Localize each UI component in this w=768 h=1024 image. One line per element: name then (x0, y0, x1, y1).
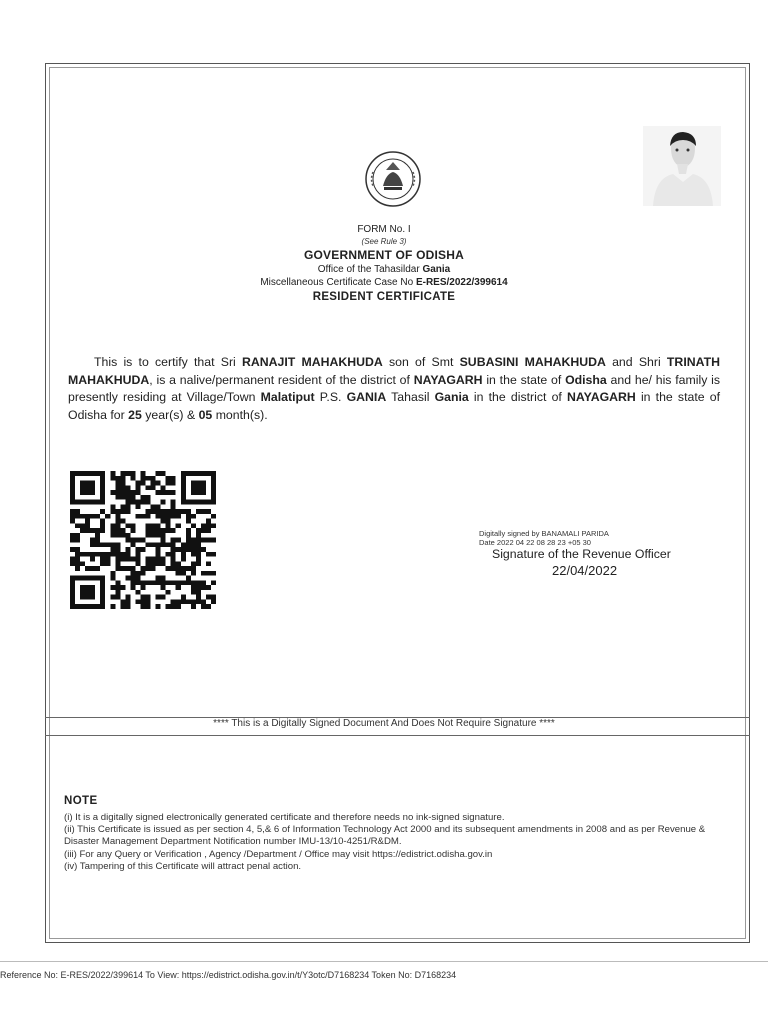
years-value: 25 (128, 407, 142, 422)
father-name: TRINATH MAHAKHUDA (68, 355, 720, 387)
form-number: FORM No. I (357, 224, 411, 235)
notes-list (64, 812, 714, 873)
footer-rule (0, 961, 768, 962)
note-item: (ii) This Certificate is issued as per section 4, 5,& 6 of Information Technology Act 2000 and its subsequent amendments in 2008 and as per Revenue & Disaster Management Department Notification number IMU-13/10-4251/R&DM. (64, 824, 706, 848)
resident-name: RANAJIT MAHAKHUDA (242, 355, 383, 369)
months-value: 05 (198, 407, 213, 422)
odisha-emblem-icon (364, 150, 422, 208)
note-item: (iii) For any Query or Verification , Agency /Department / Office may visit https://edistrict.odisha.gov.in (64, 848, 493, 860)
district-name: NAYAGARH (413, 372, 483, 387)
village-name: Malatiput (260, 390, 315, 404)
case-number: E-RES/2022/399614 (415, 277, 508, 288)
case-line: Miscellaneous Certificate Case No E-RES/2022/399614 (260, 277, 508, 288)
district-name-2: NAYAGARH (567, 390, 636, 404)
state-name: Odisha (565, 372, 607, 387)
office-line: Office of the Tahasildar Gania (317, 264, 451, 275)
note-heading: NOTE (64, 795, 98, 807)
qr-code[interactable] (70, 471, 216, 609)
mother-name: SUBASINI MAHAKHUDA (459, 355, 606, 369)
digital-signature-stamp: Digitally signed by BANAMALI PARIDA Date 2022 04 22 08 28 23 +05 30 (479, 529, 609, 547)
note-item: (iv) Tampering of this Certificate will attract penal action. (64, 860, 302, 872)
footer-reference: Reference No: E-RES/2022/399614 To View: https://edistrict.odisha.gov.in/t/Y3otc/D7168234 Token No: D7168234 (0, 970, 457, 980)
tahasil-name: Gania (434, 390, 469, 404)
signature-title: Signature of the Revenue Officer (492, 547, 671, 561)
applicant-photo (643, 126, 721, 206)
government-heading: GOVERNMENT OF ODISHA (303, 248, 464, 262)
certificate-body: This is to certify that Sri RANAJIT MAHAKHUDA son of Smt SUBASINI MAHAKHUDA and Shri TRINATH MAHAKHUDA, is a nalive/permanent resident of the district of NAYAGARH in the state of Odisha and he/ his family is presently residing at Village/Town Malatiput P.S. GANIA Tahasil Gania in the district of NAYAGARH in the state of Odisha for 25 year(s) & 05 month(s). (68, 355, 721, 422)
note-item: (i) It is a digitally signed electronically generated certificate and therefore needs no ink-signed signature. (64, 812, 505, 823)
police-station: GANIA (346, 390, 387, 404)
digital-signed-notice: **** This is a Digitally Signed Document And Does Not Require Signature **** (213, 718, 555, 729)
office-name: Gania (422, 264, 451, 275)
see-rule: (See Rule 3) (361, 237, 407, 246)
certificate-title: RESIDENT CERTIFICATE (312, 291, 456, 303)
signature-date: 22/04/2022 (552, 563, 618, 578)
band-bottom-rule (45, 735, 750, 736)
